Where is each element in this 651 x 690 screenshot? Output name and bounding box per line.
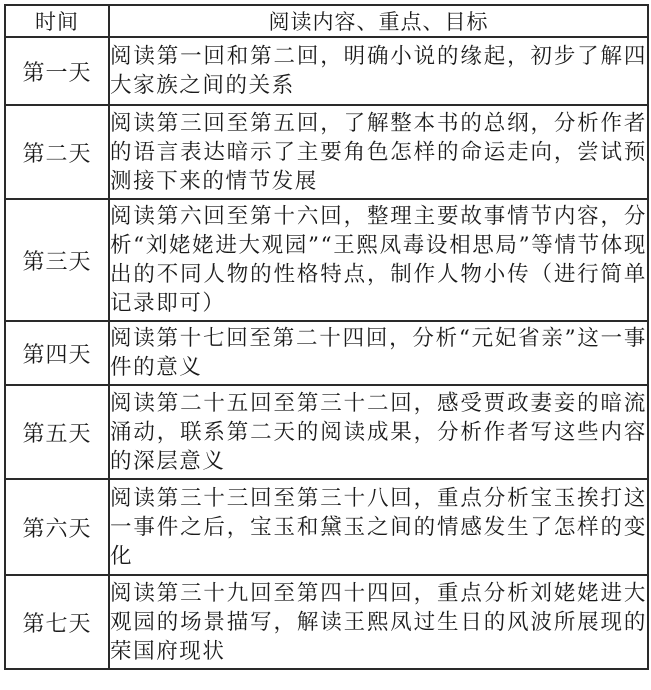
table-row (5, 199, 648, 321)
content-cell: 阅读第一回和第二回，明确小说的缘起，初步了解四大家族之间的关系 (109, 37, 648, 105)
day-cell: 第六天 (5, 479, 109, 575)
content-cell: 阅读第六回至第十六回，整理主要故事情节内容，分析“刘姥姥进大观园”“王熙凤毒设相思局”等情节体现出的不同人物的性格特点，制作人物小传（进行简单记录即可） (109, 199, 648, 321)
content-cell: 阅读第十七回至第二十四回，分析“元妃省亲”这一事件的意义 (109, 321, 648, 385)
header-time: 时间 (5, 5, 109, 37)
content-cell: 阅读第三回至第五回，了解整本书的总纲，分析作者的语言表达暗示了主要角色怎样的命运走向，尝试预测接下来的情节发展 (109, 105, 648, 199)
day-cell: 第一天 (5, 37, 109, 105)
content-cell: 阅读第二十五回至第三十二回，感受贾政妻妾的暗流涌动，联系第二天的阅读成果，分析作者写这些内容的深层意义 (109, 385, 648, 479)
table-row (5, 105, 648, 199)
table-row (5, 479, 648, 575)
reading-plan-table (4, 4, 649, 670)
header-content: 阅读内容、重点、目标 (109, 5, 648, 37)
day-cell: 第二天 (5, 105, 109, 199)
table-row (5, 385, 648, 479)
table-row (5, 37, 648, 105)
table-header-row (5, 5, 648, 37)
day-cell: 第五天 (5, 385, 109, 479)
day-cell: 第四天 (5, 321, 109, 385)
table-row (5, 575, 648, 669)
day-cell: 第七天 (5, 575, 109, 669)
day-cell: 第三天 (5, 199, 109, 321)
content-cell: 阅读第三十三回至第三十八回，重点分析宝玉挨打这一事件之后，宝玉和黛玉之间的情感发生了怎样的变化 (109, 479, 648, 575)
content-cell: 阅读第三十九回至第四十四回，重点分析刘姥姥进大观园的场景描写，解读王熙凤过生日的风波所展现的荣国府现状 (109, 575, 648, 669)
table-row (5, 321, 648, 385)
